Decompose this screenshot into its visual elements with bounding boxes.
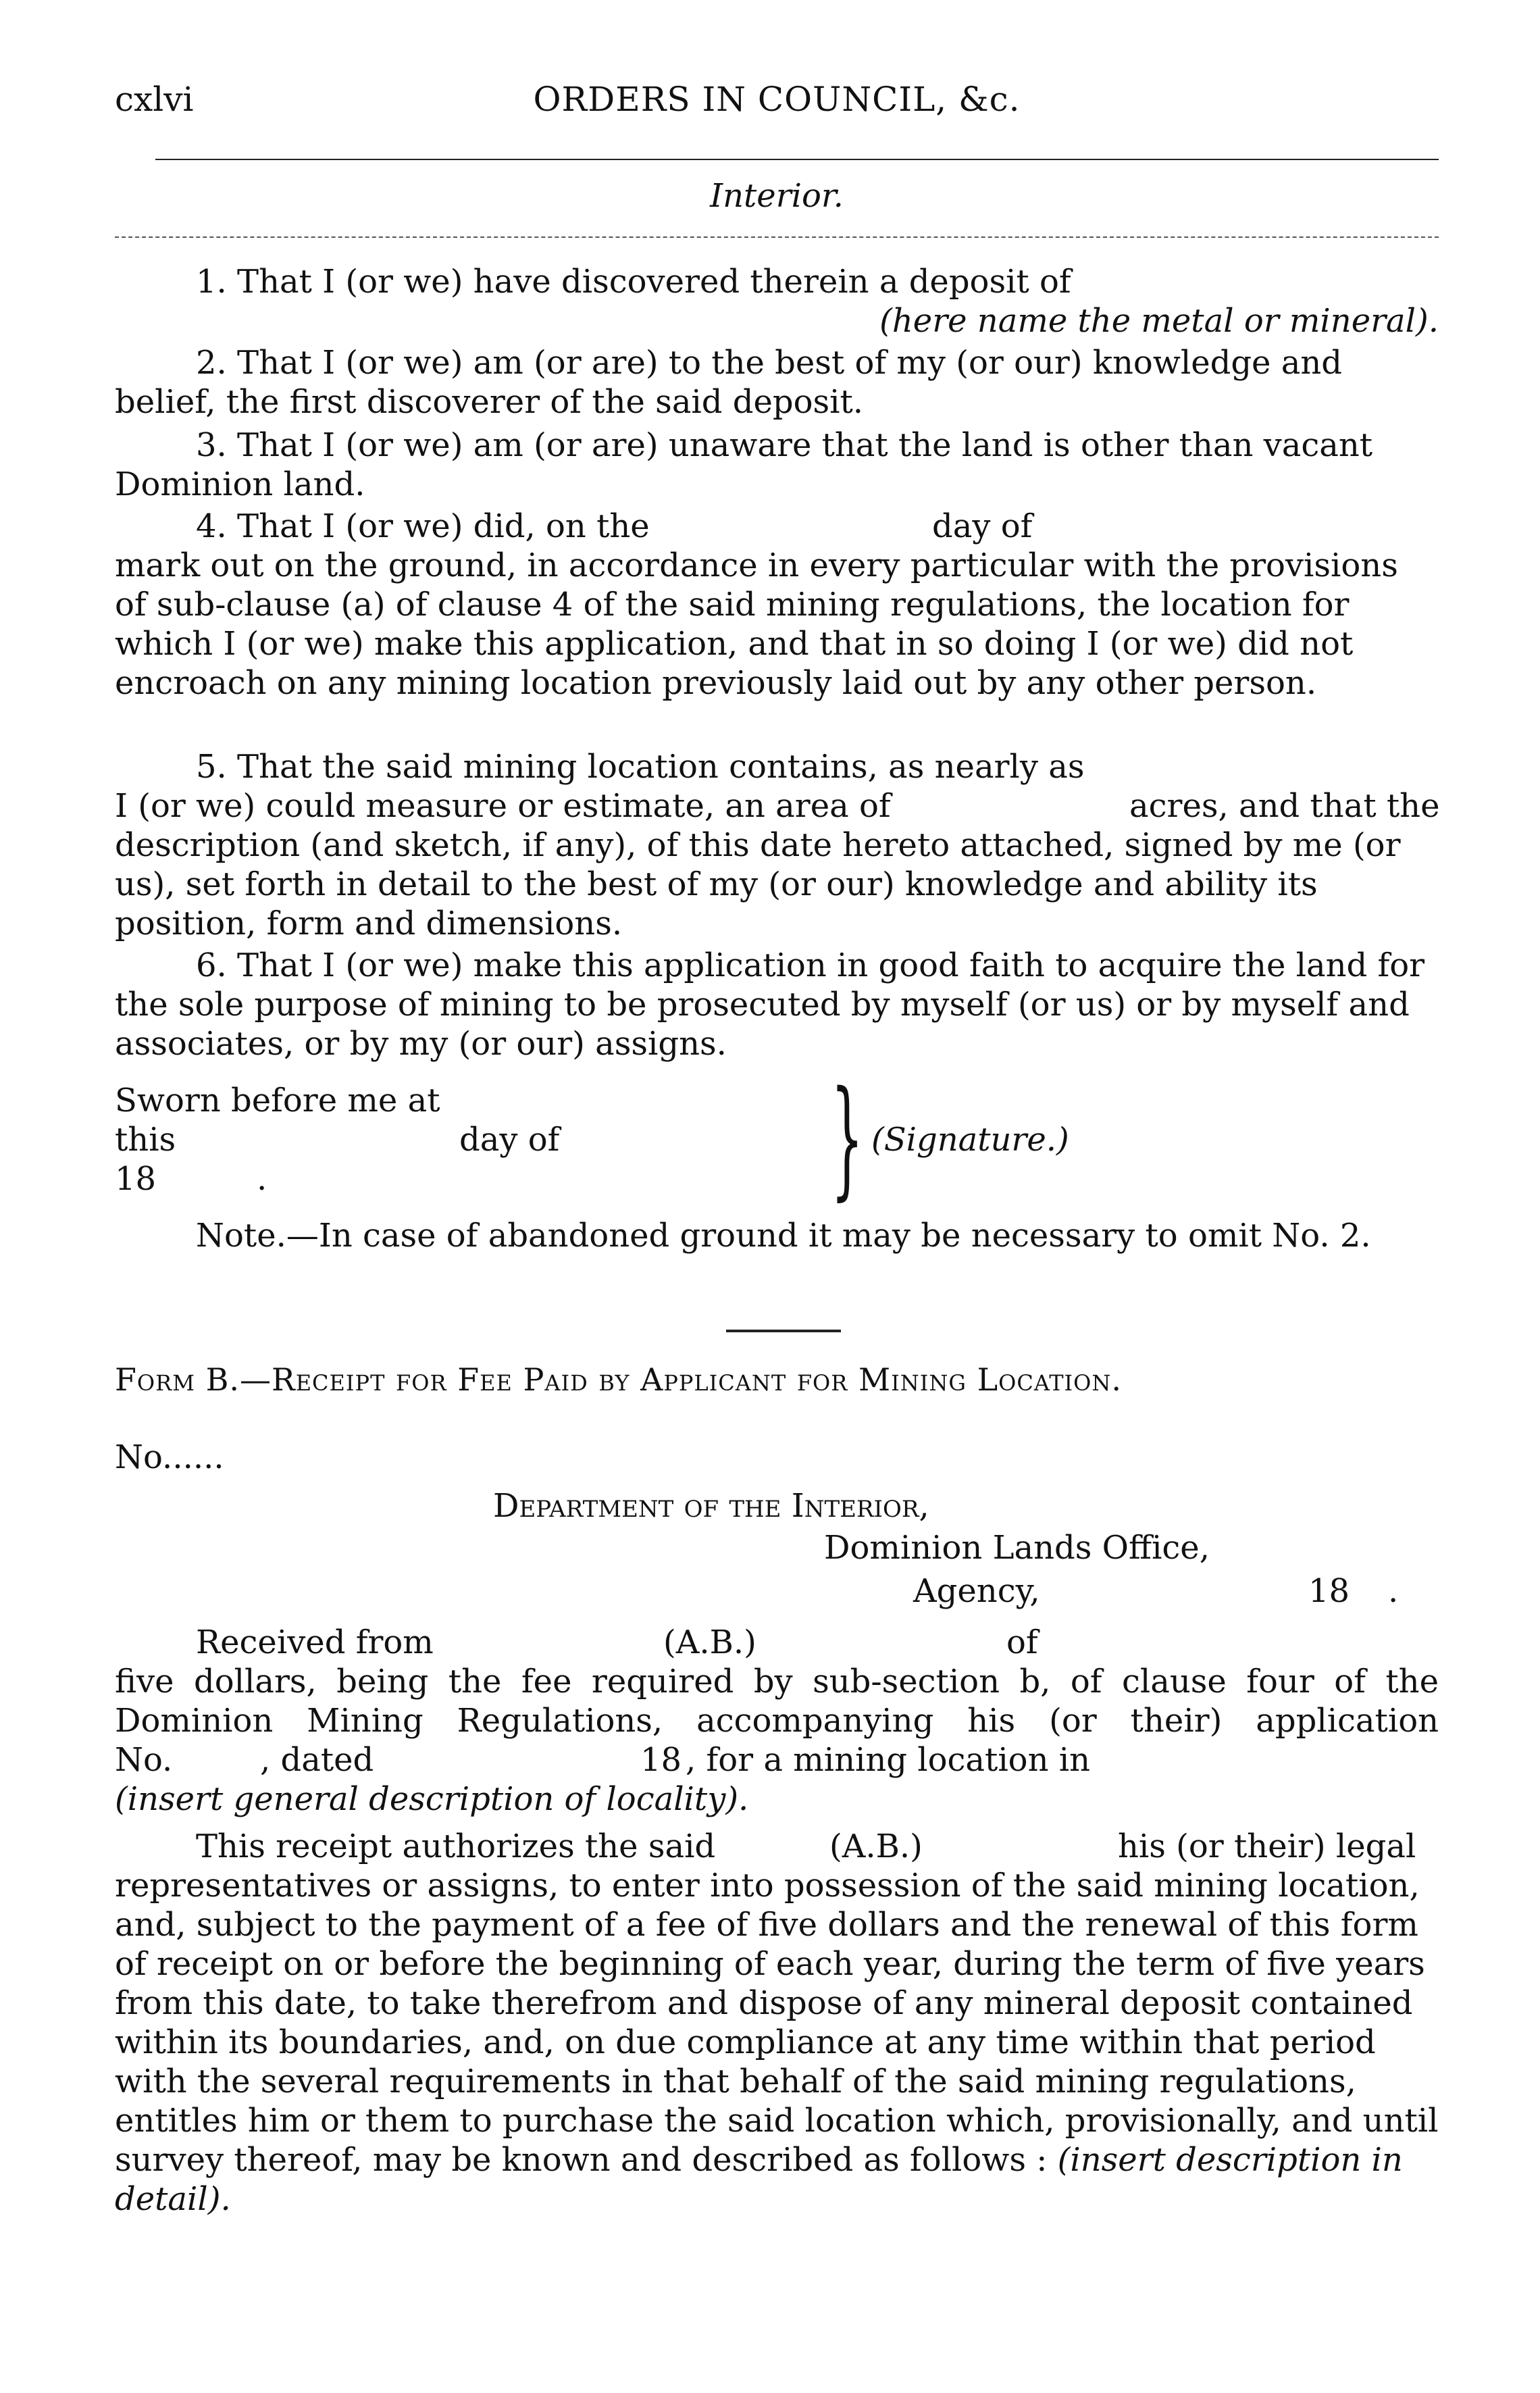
jurat-day-of: day of	[459, 1121, 560, 1159]
application-year: 18	[640, 1741, 682, 1779]
receipt-line-1: five dollars, being the fee required by sub-section b, of clause four of the	[115, 1663, 1439, 1701]
clause-5-acres: acres, and that the	[1129, 787, 1440, 825]
separator-rule	[726, 1330, 841, 1332]
insert-description: (insert description in detail).	[115, 2141, 1403, 2218]
agency-label: Agency,	[913, 1572, 1040, 1610]
receipt-body	[115, 1866, 1439, 2219]
clause-5-start: 5. That the said mining location contains, as nearly as I (or we) could measure or estimate, an area of	[115, 748, 1085, 825]
received-of: of	[1006, 1623, 1038, 1661]
clause-6: 6. That I (or we) make this application in good faith to acquire the land for the sole purpose of mining to be prosecuted by myself (or us) or by myself and associates, or by my (or our) assigns.	[115, 947, 1425, 1063]
agency-dot: .	[1388, 1572, 1399, 1610]
clause-4-body: mark out on the ground, in accordance in every particular with the provisions of sub-clause (a) of clause 4 of the said mining regulations, the location for which I (or we) make this application, and that in so doing I (or we) did not encroach on any mining location previously laid out by any other person.	[115, 547, 1398, 702]
agency-year: 18	[1308, 1572, 1350, 1610]
ab-placeholder-2: (A.B.)	[829, 1828, 923, 1865]
application-no: No.	[115, 1741, 173, 1779]
clause-4-day-of: day of	[932, 507, 1033, 545]
office-line: Dominion Lands Office,	[824, 1529, 1210, 1567]
section-rule	[115, 236, 1439, 238]
clause-4-start: 4. That I (or we) did, on the	[196, 507, 650, 545]
form-b-heading: Form B.—Receipt for Fee Paid by Applicant for Mining Location.	[115, 1361, 1123, 1398]
clause-5-body: description (and sketch, if any), of this date hereto attached, signed by me (or us), set forth in detail to the best of my (or our) knowledge and ability its position, form and dimensions.	[115, 826, 1401, 942]
jurat-dot: .	[257, 1160, 267, 1198]
page-number: cxlvi	[115, 80, 194, 119]
clause-2: 2. That I (or we) am (or are) to the best of my (or our) knowledge and belief, the first discoverer of the said deposit.	[115, 344, 1342, 421]
page-header	[115, 80, 1439, 134]
receipt-body-text: representatives or assigns, to enter into possession of the said mining location, and, subject to the payment of a fee of five dollars and the renewal of this form of receipt on or before the beginning of each year, during the term of five years from this date, to take therefrom and dispose of any mineral deposit contained within its boundaries, and, on due compliance at any time within that period with the several requirements in that behalf of the said mining regulations, entitles him or them to purchase the said location which, provisionally, and until survey thereof, may be known and described as follows :	[115, 1867, 1439, 2179]
clause-3: 3. That I (or we) am (or are) unaware that the land is other than vacant Dominion land.	[115, 426, 1373, 503]
application-dated: , dated	[260, 1741, 374, 1779]
signature-label: (Signature.)	[871, 1121, 1069, 1159]
jurat-brace: }	[831, 1063, 864, 1213]
receipt-line-2: Dominion Mining Regulations, accompanying his (or their) application	[115, 1702, 1439, 1740]
clause-1: 1. That I (or we) have discovered therein a deposit of	[196, 263, 1071, 301]
sworn-line: Sworn before me at	[115, 1082, 440, 1119]
jurat-this: this	[115, 1121, 176, 1159]
receipt-number: No......	[115, 1438, 224, 1476]
section-title: Interior.	[710, 177, 844, 215]
department-line: Department of the Interior,	[493, 1487, 929, 1525]
legal-text: his (or their) legal	[1118, 1828, 1416, 1865]
insert-locality: (insert general description of locality).	[115, 1780, 749, 1818]
mining-location-text: , for a mining location in	[686, 1741, 1091, 1779]
running-title: ORDERS IN COUNCIL, &c.	[533, 80, 1021, 119]
note: Note.—In case of abandoned ground it may be necessary to omit No. 2.	[196, 1217, 1371, 1255]
jurat-year: 18	[115, 1160, 157, 1198]
clause-1-note: (here name the metal or mineral).	[879, 302, 1439, 340]
received-from: Received from	[196, 1623, 434, 1661]
header-rule	[155, 159, 1439, 160]
authorizes-text: This receipt authorizes the said	[196, 1828, 716, 1865]
ab-placeholder-1: (A.B.)	[663, 1623, 756, 1661]
